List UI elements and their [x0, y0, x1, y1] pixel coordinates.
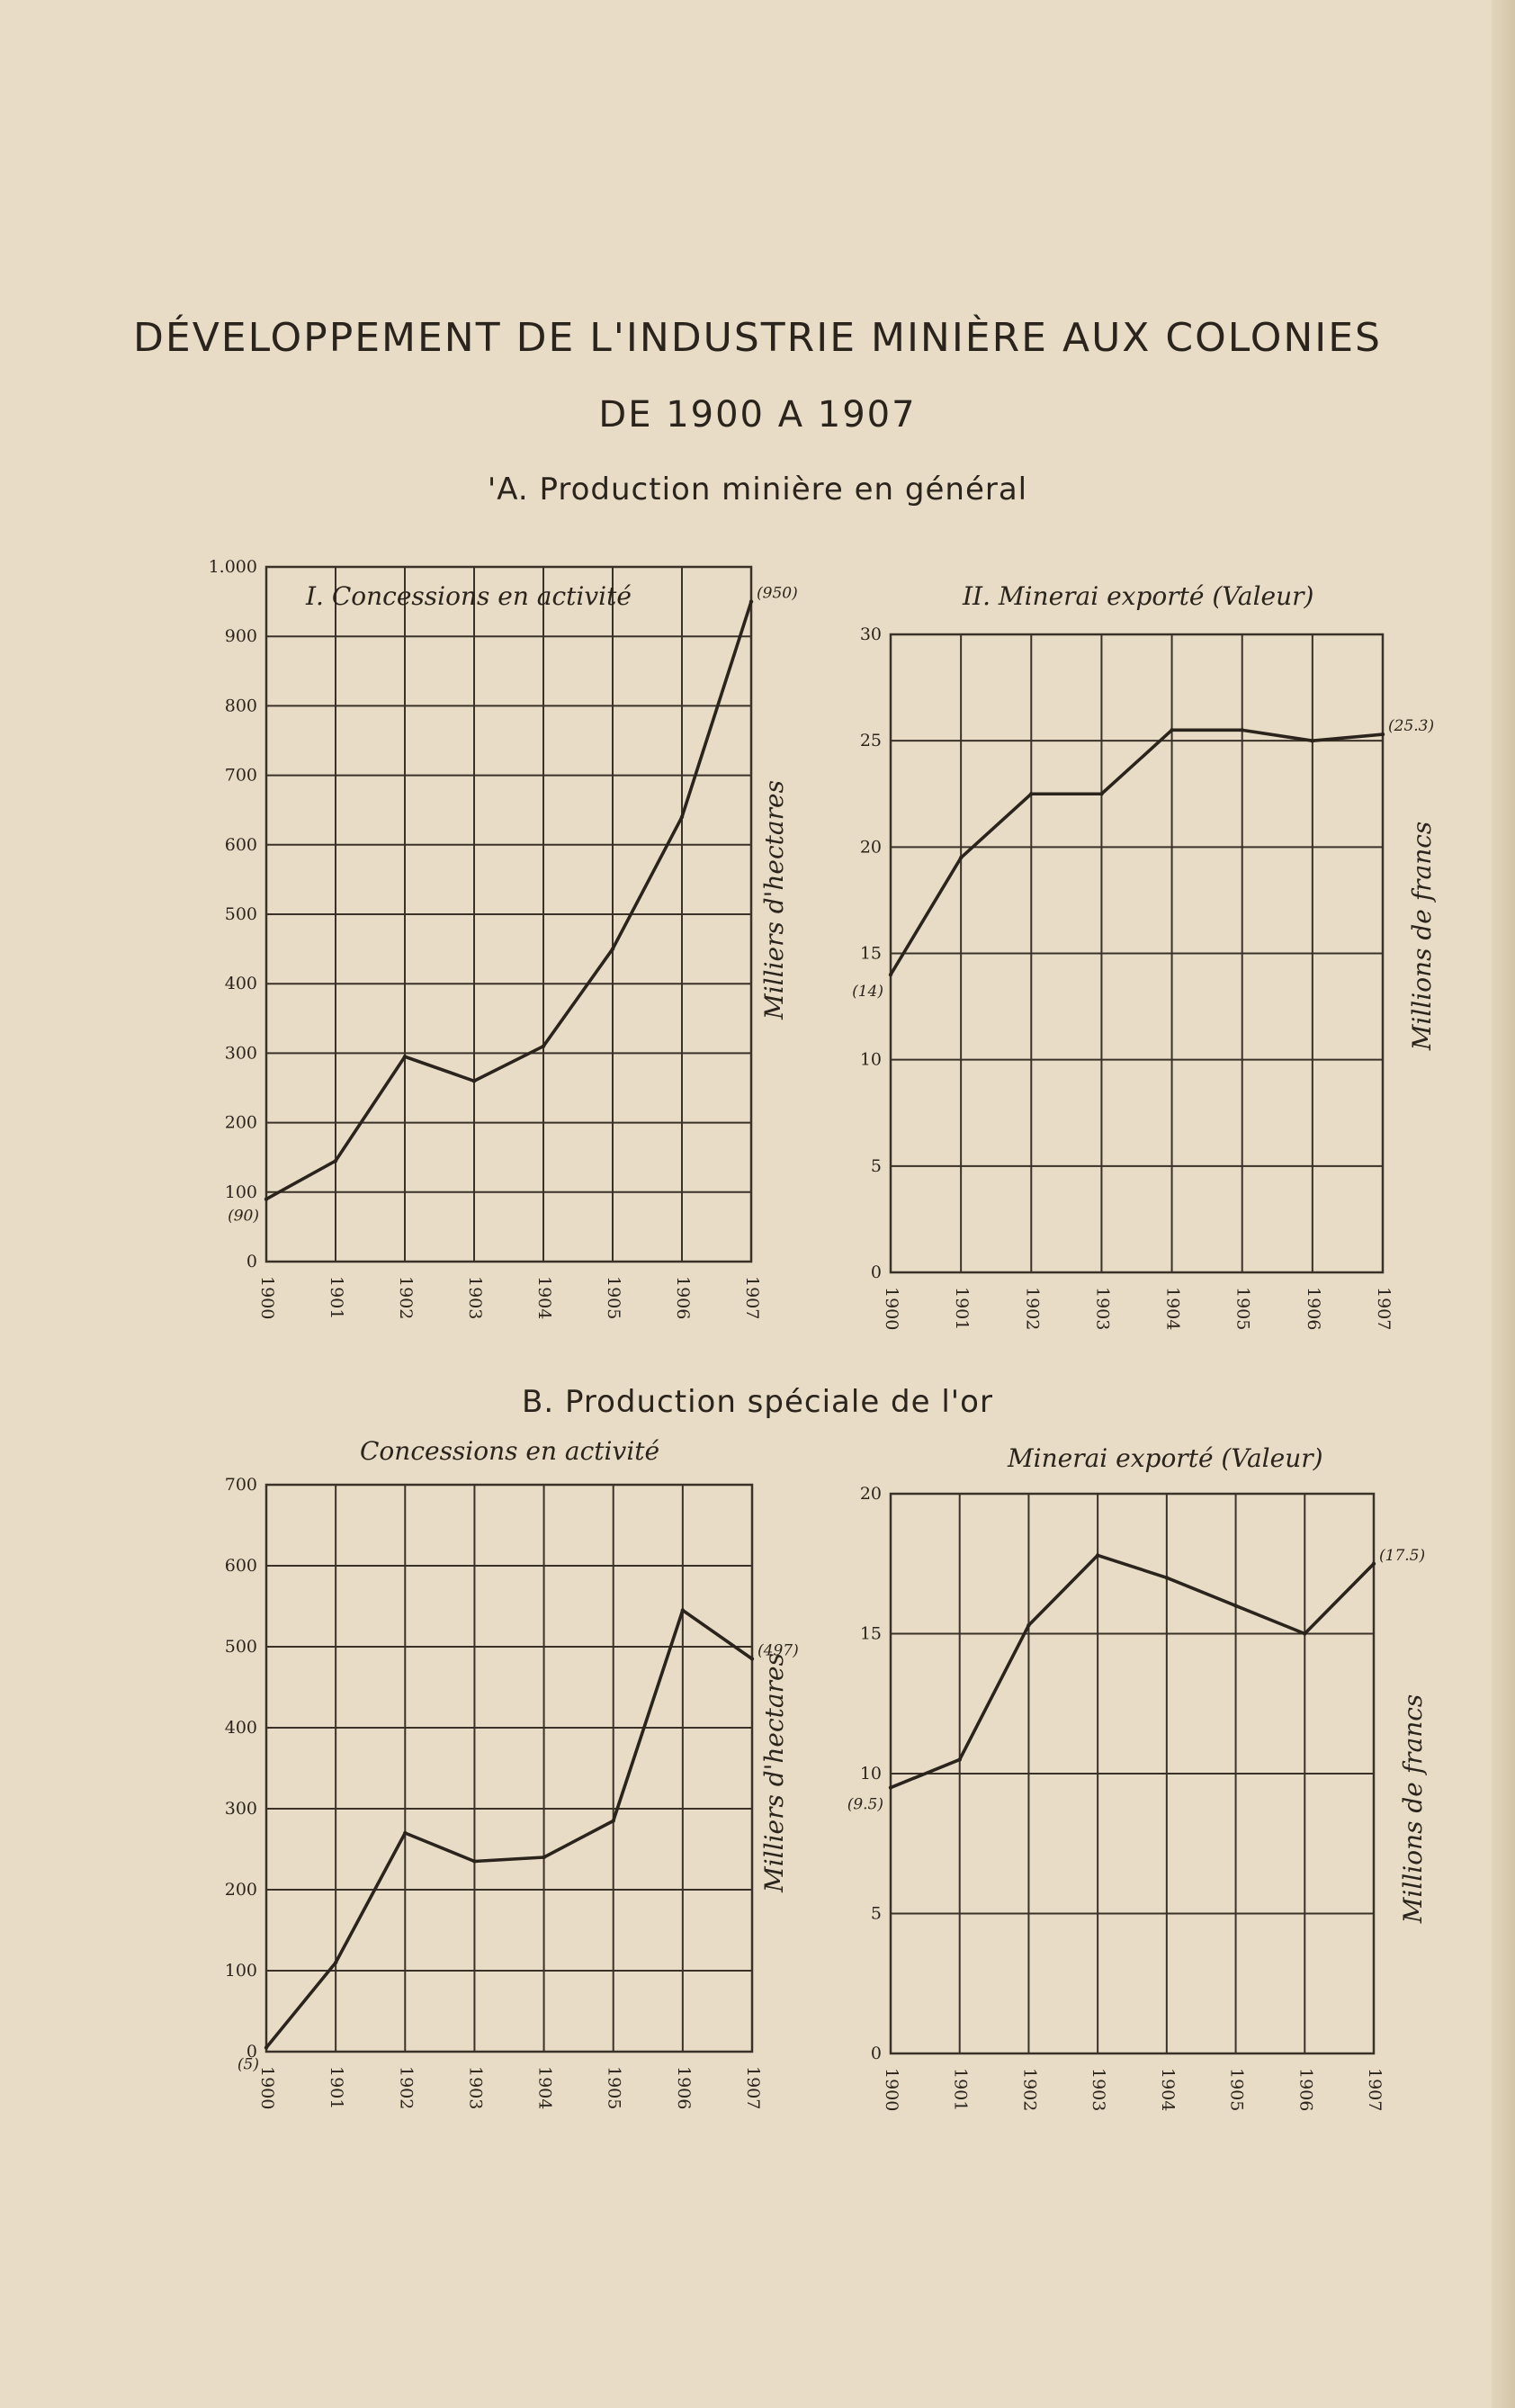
main-title: DÉVELOPPEMENT DE L'INDUSTRIE MINIÈRE AUX COLONIES	[133, 315, 1382, 361]
a2-x-tick: 1903	[1092, 1287, 1113, 1331]
b1-x-tick: 1902	[396, 2066, 417, 2110]
a2-data-point	[1029, 792, 1033, 795]
b1-annotation: (5)	[237, 2055, 259, 2074]
b1-y-tick: 300	[224, 1799, 257, 1819]
a1-y-tick: 900	[224, 626, 257, 647]
a1-x-tick: 1907	[742, 1276, 762, 1320]
section-a-heading: 'A. Production minière en général	[487, 472, 1028, 508]
a1-data-point	[542, 1044, 545, 1047]
b1-data-point	[334, 1961, 337, 1964]
b2-y-tick: 15	[859, 1623, 882, 1644]
a1-y-tick: 200	[224, 1112, 257, 1133]
b2-x-tick: 1906	[1295, 2068, 1316, 2112]
a2-y-tick: 30	[859, 624, 882, 644]
a1-data-point	[749, 599, 753, 603]
b1-y-tick: 400	[224, 1718, 257, 1738]
b1-y-tick: 200	[224, 1880, 257, 1900]
a1-y-tick: 1.000	[208, 557, 257, 577]
b2-data-point	[1303, 1631, 1306, 1635]
a2-y-tick: 15	[859, 943, 882, 964]
a2-data-point	[1241, 728, 1244, 732]
a2-y-tick: 10	[859, 1049, 882, 1070]
a1-x-tick: 1903	[465, 1276, 485, 1320]
b1-x-tick: 1907	[743, 2066, 763, 2110]
b2-title: Minerai exporté (Valeur)	[1008, 1443, 1323, 1473]
section-b-heading: B. Production spéciale de l'or	[522, 1384, 993, 1420]
a1-x-tick: 1901	[327, 1276, 346, 1320]
a1-x-tick: 1900	[257, 1276, 277, 1320]
b1-y-label: Milliers d'hectares	[759, 1653, 789, 1892]
a2-y-tick: 25	[859, 731, 882, 751]
a1-y-label: Milliers d'hectares	[759, 780, 789, 1020]
b2-x-tick: 1900	[882, 2068, 901, 2112]
a1-y-tick: 100	[224, 1182, 257, 1202]
a1-data-point	[680, 815, 684, 819]
a2-x-tick: 1904	[1162, 1287, 1183, 1331]
b2-data-point	[1233, 1604, 1237, 1607]
main-subtitle: DE 1900 A 1907	[598, 394, 917, 436]
b2-y-tick: 20	[859, 1484, 882, 1504]
b2-series-line	[891, 1555, 1374, 1787]
a2-x-tick: 1902	[1022, 1287, 1043, 1331]
b2-y-tick: 0	[870, 2044, 882, 2063]
b1-data-point	[681, 1608, 685, 1612]
b2-data-point	[1165, 1576, 1169, 1579]
a1-annotation: (90)	[228, 1207, 259, 1226]
b2-x-tick: 1907	[1365, 2068, 1385, 2112]
a2-x-tick: 1901	[952, 1287, 973, 1331]
b1-data-point	[472, 1859, 476, 1863]
b1-data-point	[750, 1657, 754, 1660]
b1-title: Concessions en activité	[360, 1436, 660, 1466]
a2-x-tick: 1900	[882, 1287, 901, 1331]
b1-annotation: (497)	[758, 1641, 799, 1660]
b2-data-point	[1372, 1562, 1376, 1566]
b2-y-tick: 10	[859, 1764, 882, 1784]
b2-annotation: (17.5)	[1379, 1546, 1426, 1565]
b1-y-tick: 100	[224, 1961, 257, 1981]
a2-data-point	[1381, 732, 1385, 736]
a1-annotation: (950)	[757, 584, 798, 603]
b2-data-point	[958, 1757, 962, 1761]
b1-x-tick: 1903	[465, 2066, 486, 2110]
a1-y-tick: 400	[224, 974, 257, 994]
a2-title: II. Minerai exporté (Valeur)	[963, 581, 1314, 611]
a2-x-tick: 1906	[1303, 1287, 1323, 1331]
b2-data-point	[1096, 1553, 1099, 1557]
a2-data-point	[1170, 728, 1173, 732]
a2-data-point	[889, 973, 892, 976]
b1-data-point	[612, 1819, 615, 1822]
b2-x-tick: 1901	[950, 2068, 971, 2112]
b2-data-point	[1026, 1623, 1030, 1627]
a2-annotation: (14)	[852, 983, 883, 1002]
a1-data-point	[264, 1197, 268, 1200]
a1-data-point	[611, 947, 614, 950]
a1-data-point	[403, 1055, 407, 1058]
b1-x-tick: 1905	[604, 2066, 624, 2110]
b2-x-tick: 1903	[1089, 2068, 1109, 2112]
b1-y-tick: 500	[224, 1637, 257, 1657]
b1-y-tick: 700	[224, 1475, 257, 1495]
a1-data-point	[472, 1079, 476, 1083]
b2-annotation: (9.5)	[847, 1795, 883, 1814]
a1-y-tick: 500	[224, 904, 257, 924]
a2-x-tick: 1905	[1233, 1287, 1253, 1331]
a1-y-tick: 300	[224, 1043, 257, 1064]
a2-data-point	[959, 856, 963, 859]
a1-x-tick: 1905	[604, 1276, 623, 1320]
b1-data-point	[264, 2045, 268, 2049]
a1-y-tick: 600	[224, 834, 257, 855]
a1-y-tick: 0	[246, 1252, 257, 1271]
b2-x-tick: 1904	[1157, 2068, 1178, 2112]
b2-y-label: Millions de francs	[1398, 1694, 1428, 1924]
a1-y-tick: 700	[224, 765, 257, 786]
b1-series-line	[266, 1611, 752, 2048]
b2-x-tick: 1905	[1226, 2068, 1247, 2112]
b1-x-tick: 1904	[534, 2066, 555, 2110]
a1-title: I. Concessions en activité	[306, 581, 632, 611]
a2-y-label: Millions de francs	[1407, 821, 1437, 1051]
b1-x-tick: 1900	[257, 2066, 277, 2110]
b2-y-tick: 5	[870, 1903, 882, 1924]
b1-y-tick: 0	[246, 2042, 257, 2062]
a1-series-line	[266, 602, 751, 1200]
a1-y-tick: 800	[224, 696, 257, 716]
a2-data-point	[1311, 739, 1314, 742]
a2-data-point	[1099, 792, 1103, 795]
b1-x-tick: 1906	[673, 2066, 694, 2110]
b2-x-tick: 1902	[1019, 2068, 1040, 2112]
b1-x-tick: 1901	[327, 2066, 347, 2110]
b1-data-point	[403, 1831, 407, 1835]
a2-y-tick: 0	[870, 1262, 882, 1282]
a2-annotation: (25.3)	[1388, 717, 1435, 736]
a1-x-tick: 1906	[673, 1276, 693, 1320]
b1-frame	[266, 1485, 752, 2052]
a2-series-line	[891, 730, 1383, 975]
a1-data-point	[334, 1159, 337, 1163]
b2-data-point	[889, 1785, 892, 1789]
b1-data-point	[542, 1855, 545, 1859]
a2-y-tick: 5	[870, 1155, 882, 1176]
a1-x-tick: 1902	[396, 1276, 416, 1320]
b1-y-tick: 600	[224, 1556, 257, 1576]
a2-x-tick: 1907	[1374, 1287, 1394, 1331]
a1-x-tick: 1904	[534, 1276, 554, 1320]
a2-y-tick: 20	[859, 837, 882, 858]
